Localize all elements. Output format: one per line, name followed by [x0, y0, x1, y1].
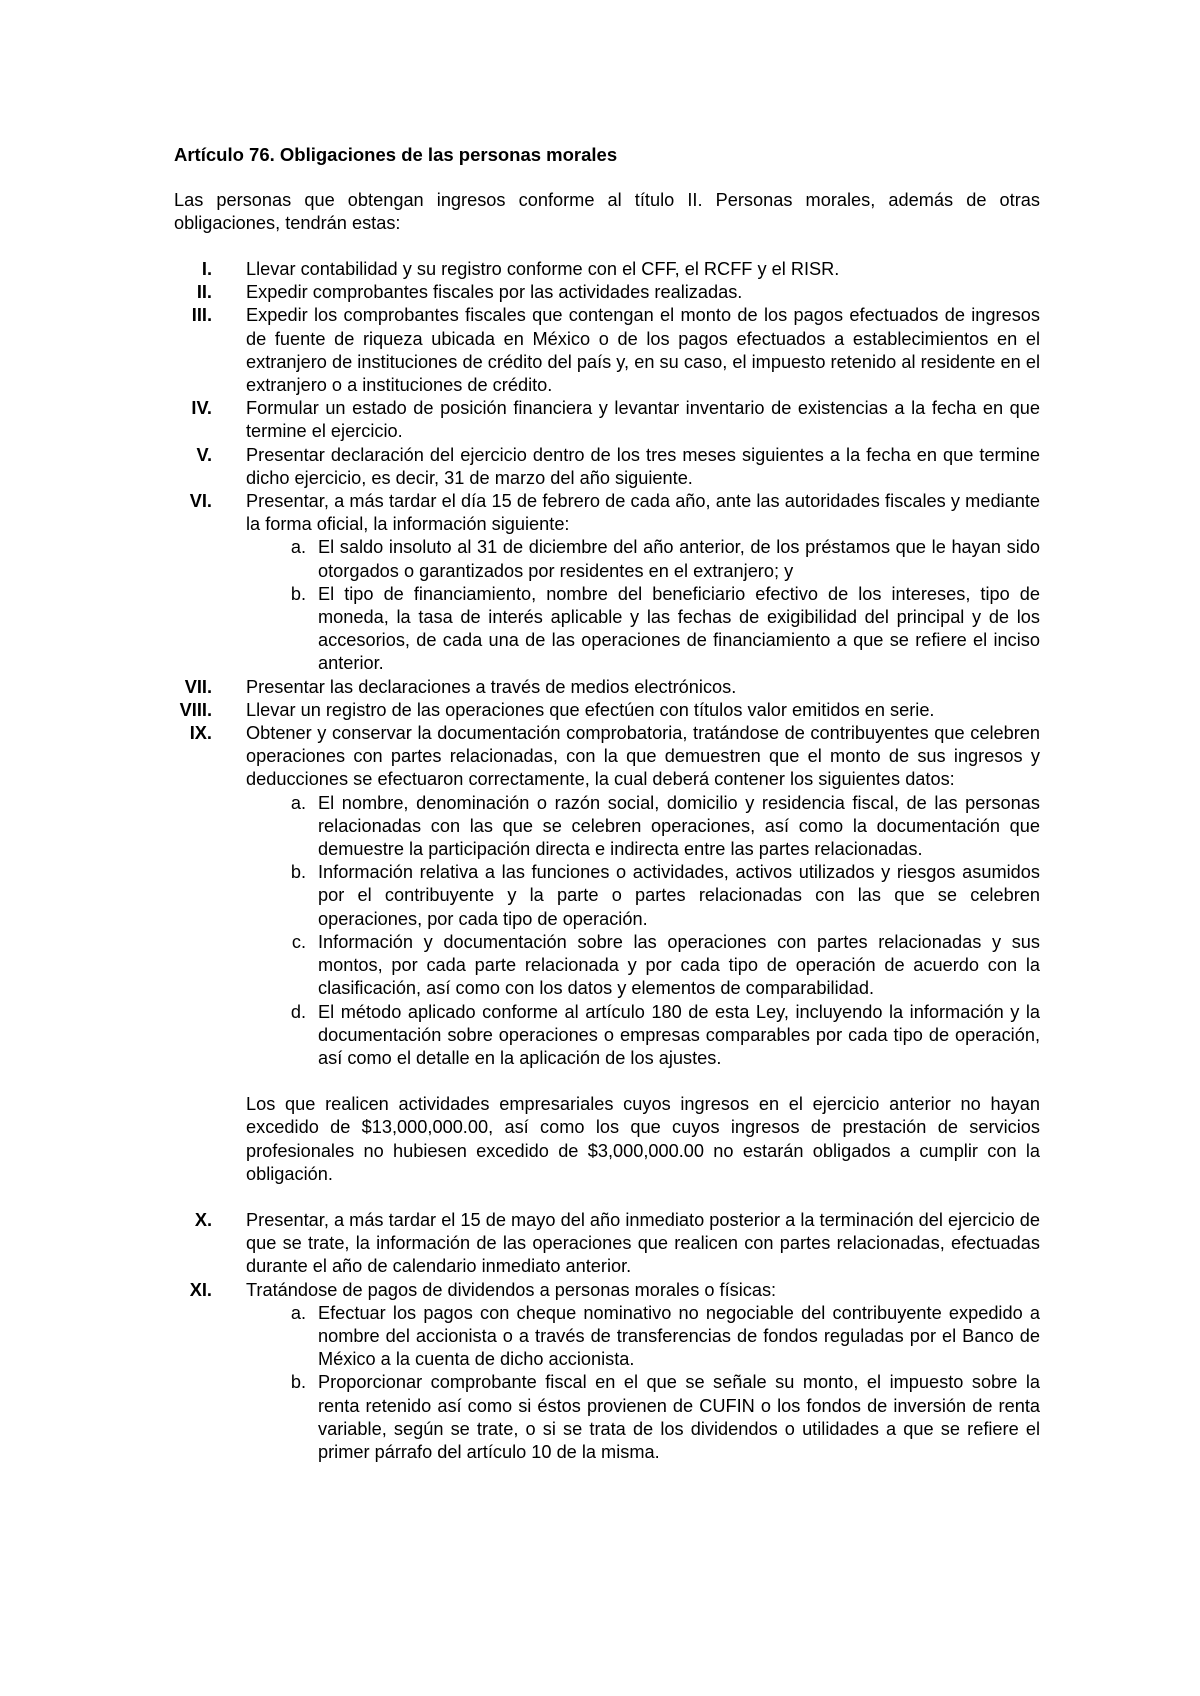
spacer [246, 1070, 1040, 1093]
item-number: IV. [191, 398, 212, 419]
item-number: I. [201, 259, 212, 279]
item-number: X. [194, 1209, 212, 1230]
item-number: V. [196, 444, 212, 465]
item-text: Formular un estado de posición financiera y levantar inventario de existencias a la fecha en que termine el ejercicio. [246, 398, 1040, 442]
item-number: III. [191, 305, 212, 326]
sub-item-letter: b. [290, 862, 306, 883]
item-text: Presentar, a más tardar el 15 de mayo del año inmediato posterior a la terminación del ejercicio de que se trate, la información de las operaciones que realicen con partes relacionadas, efectuadas durante el año de calendario inmediato anterior. [246, 1209, 1040, 1277]
item-number: IX. [189, 723, 212, 744]
sub-item [246, 1371, 1040, 1464]
item-text: Presentar las declaraciones a través de medios electrónicos. [246, 676, 737, 697]
sub-item-letter: b. [290, 1372, 306, 1393]
sub-item [246, 1302, 1040, 1372]
item-text: Tratándose de pagos de dividendos a personas morales o físicas: [246, 1279, 777, 1300]
sub-item-text: Información relativa a las funciones o actividades, activos utilizados y riesgos asumidos por el contribuyente y la parte o partes relacionadas con las que se celebren operaciones, por cada tipo de operación. [318, 862, 1040, 929]
item-text: Presentar declaración del ejercicio dentro de los tres meses siguientes a la fecha en que termine dicho ejercicio, es decir, 31 de marzo del año siguiente. [246, 444, 1040, 488]
list-item [174, 1279, 1040, 1465]
list-item [174, 722, 1040, 1209]
item-text: Obtener y conservar la documentación comprobatoria, tratándose de contribuyentes que celebren operaciones con partes relacionadas, con la que demuestren que el monto de sus ingresos y deducciones se efectuaron correctamente, la cual deberá contener los siguientes datos: [246, 723, 1040, 790]
sub-item-text: Información y documentación sobre las operaciones con partes relacionadas y sus montos, por cada parte relacionada y por cada tipo de operación de acuerdo con la clasificación, así como con los datos y elementos de comparabilidad. [318, 931, 1040, 999]
item-text: Expedir comprobantes fiscales por las actividades realizadas. [246, 282, 743, 303]
list-item [174, 1209, 1040, 1279]
item-number: VIII. [179, 699, 212, 720]
sub-item-text: El método aplicado conforme al artículo 180 de esta Ley, incluyendo la información y la documentación sobre operaciones o empresas comparables por cada tipo de operación, así como el detalle en la aplicación de los ajustes. [318, 1001, 1040, 1068]
item-number: XI. [189, 1279, 212, 1300]
sub-item-text: El saldo insoluto al 31 de diciembre del año anterior, de los préstamos que le hayan sido otorgados o garantizados por residentes en el extranjero; y [318, 537, 1040, 581]
sub-item-text: Proporcionar comprobante fiscal en el que se señale su monto, el impuesto sobre la renta retenido así como si éstos provienen de CUFIN o los fondos de inversión de renta variable, según se trate, o si se trata de los dividendos o utilidades a que se refiere el primer párrafo del artículo 10 de la misma. [318, 1372, 1040, 1462]
exemption-note: Los que realicen actividades empresariales cuyos ingresos en el ejercicio anterior no hayan excedido de $13,000,000.00, así como los que cuyos ingresos de prestación de servicios profesionales no hubiesen excedido de $3,000,000.00 no estarán obligados a cumplir con la obligación. [246, 1094, 1040, 1184]
sub-item [246, 931, 1040, 1001]
sub-item [246, 861, 1040, 931]
sub-item-letter: d. [290, 1001, 306, 1022]
sub-item [246, 1001, 1040, 1071]
list-item [174, 258, 1040, 281]
list-item [174, 281, 1040, 304]
sub-item-letter: a. [290, 1302, 306, 1323]
sub-item-letter: c. [291, 931, 306, 952]
item-number: VII. [184, 676, 212, 697]
sub-item-letter: a. [290, 537, 306, 558]
list-item [174, 676, 1040, 699]
sub-item [246, 583, 1040, 676]
sub-item-text: El nombre, denominación o razón social, domicilio y residencia fiscal, de las personas relacionadas con las que se celebren operaciones, así como la documentación que demuestre la participación directa e indirecta entre las partes relacionadas. [318, 792, 1040, 860]
item-text: Llevar contabilidad y su registro conforme con el CFF, el RCFF y el RISR. [246, 259, 840, 279]
intro-paragraph: Las personas que obtengan ingresos conforme al título II. Personas morales, además de otras obligaciones, tendrán estas: [174, 190, 1040, 234]
sub-item [246, 792, 1040, 862]
sub-item-text: Efectuar los pagos con cheque nominativo no negociable del contribuyente expedido a nombre del accionista o a través de transferencias de fondos reguladas por el Banco de México a la cuenta de dicho accionista. [318, 1302, 1040, 1370]
list-item [174, 699, 1040, 722]
list-item [174, 444, 1040, 490]
list-item [174, 304, 1040, 397]
article-title: Artículo 76. Obligaciones de las personas morales [174, 144, 618, 165]
item-text: Llevar un registro de las operaciones que efectúen con títulos valor emitidos en serie. [246, 699, 935, 720]
obligations-list [174, 258, 1040, 1464]
spacer [246, 1186, 1040, 1209]
sub-item [246, 536, 1040, 582]
list-item [174, 490, 1040, 676]
sub-item-letter: a. [290, 792, 306, 813]
item-text: Expedir los comprobantes fiscales que contengan el monto de los pagos efectuados de ingresos de fuente de riqueza ubicada en México o de los pagos efectuados a establecimientos en el extranjero de instituciones de crédito del país y, en su caso, el impuesto retenido al residente en el extranjero o a instituciones de crédito. [246, 305, 1040, 396]
list-item [174, 397, 1040, 443]
sub-item-letter: b. [290, 583, 306, 604]
item-number: VI. [189, 491, 212, 512]
item-text: Presentar, a más tardar el día 15 de febrero de cada año, ante las autoridades fiscales y mediante la forma oficial, la información siguiente: [246, 491, 1040, 535]
item-number: II. [196, 282, 212, 303]
sub-item-text: El tipo de financiamiento, nombre del beneficiario efectivo de los intereses, tipo de moneda, la tasa de interés aplicable y las fechas de exigibilidad del principal y de los accesorios, de cada una de las operaciones de financiamiento a que se refiere el inciso anterior. [318, 583, 1040, 674]
